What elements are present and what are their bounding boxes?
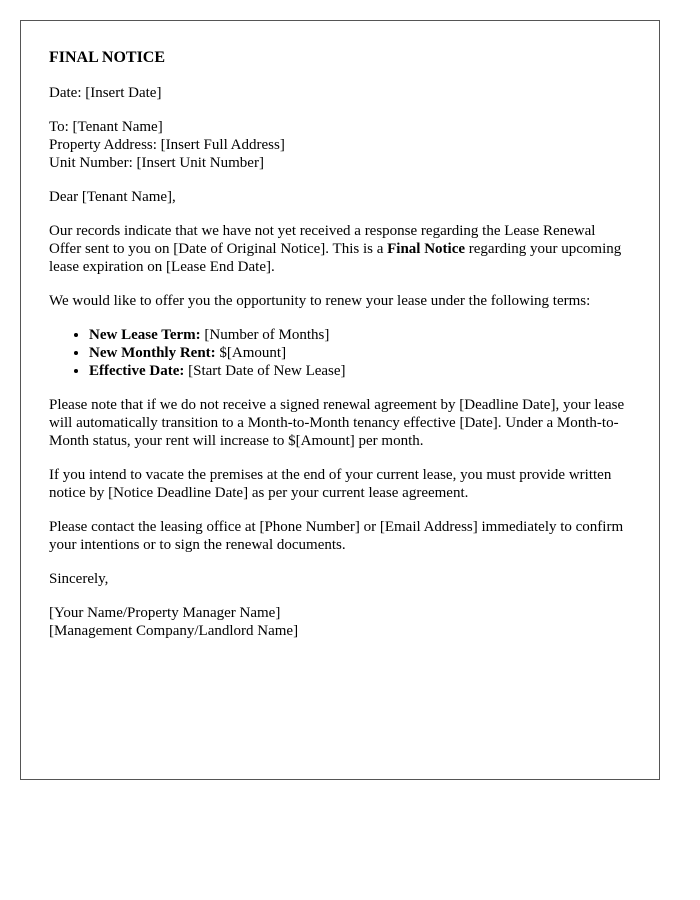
signature-block [49, 604, 631, 640]
term-value: [Start Date of New Lease] [184, 363, 346, 379]
recipient-property-address: Property Address: [Insert Full Address] [49, 137, 285, 153]
paragraph-month-to-month: Please note that if we do not receive a signed renewal agreement by [Deadline Date], your lease will automatically transition to a Month-to-Month tenancy effective [Date]. Under a Month-to-Month status, your rent will increase to $[Amount] per month. [49, 397, 625, 449]
paragraph-response-request-text-1: Our records indicate that we have not yet received a response regarding the Lease Renewal Offer sent to you on [Date of Original Notice]. This is a [49, 223, 596, 257]
notice-heading: FINAL NOTICE [49, 49, 166, 66]
term-label: New Monthly Rent: [89, 345, 216, 361]
recipient-to: To: [Tenant Name] [49, 119, 163, 135]
term-item-monthly-rent [89, 344, 631, 362]
term-value: $[Amount] [215, 345, 287, 361]
paragraph-offer-intro: We would like to offer you the opportunity to renew your lease under the following terms: [49, 293, 591, 309]
term-label: New Lease Term: [89, 327, 201, 343]
paragraph-response-request [49, 222, 631, 276]
paragraph-vacate-notice: If you intend to vacate the premises at the end of your current lease, you must provide written notice by [Notice Deadline Date] as per your current lease agreement. [49, 467, 612, 501]
signature-company: [Management Company/Landlord Name] [49, 623, 299, 639]
terms-list [49, 326, 631, 380]
term-item-effective-date [89, 362, 631, 380]
letter-page [20, 20, 660, 780]
term-value: [Number of Months] [200, 327, 330, 343]
date-line: Date: [Insert Date] [49, 85, 162, 101]
closing: Sincerely, [49, 571, 109, 587]
signature-name: [Your Name/Property Manager Name] [49, 605, 281, 621]
recipient-block [49, 118, 631, 172]
paragraph-response-request-text-2: regarding your upcoming lease expiration on [Lease End Date]. [49, 241, 622, 275]
recipient-unit-number: Unit Number: [Insert Unit Number] [49, 155, 264, 171]
term-item-lease-term [89, 326, 631, 344]
salutation: Dear [Tenant Name], [49, 189, 176, 205]
term-label: Effective Date: [89, 363, 185, 379]
paragraph-contact: Please contact the leasing office at [Phone Number] or [Email Address] immediately to confirm your intentions or to sign the renewal documents. [49, 519, 624, 553]
final-notice-emphasis: Final Notice [387, 241, 466, 257]
